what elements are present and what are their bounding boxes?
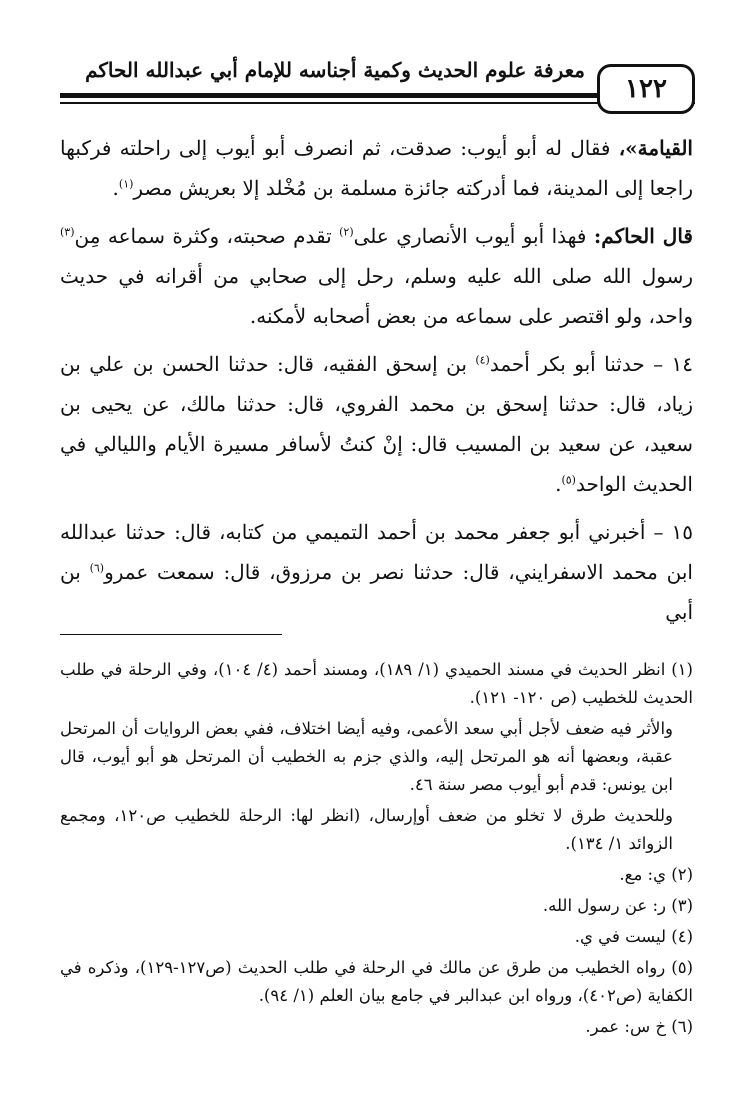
paragraph-text: بن أبي	[60, 560, 693, 624]
footnote-5: (٥) رواه الخطيب من طرق عن مالك في الرحلة في طلب الحديث (ص١٢٧-١٢٩)، وذكره في الكفاية (ص٤٠٢)، ورواه ابن عبدالبر في جامع بيان العلم (١/ ٩٤).	[60, 958, 693, 1005]
paragraph-1	[60, 128, 693, 208]
footnote-1-continuation: وللحديث طرق لا تخلو من ضعف أوإرسال، (انظر لها: الرحلة للخطيب ص١٢٠، ومجمع الزوائد ١/ ١٣٤).	[60, 806, 673, 853]
footnote-3: (٣) ر: عن رسول الله.	[542, 896, 693, 915]
paragraph-text: تقدم صحبته، وكثرة سماعه مِن	[74, 224, 340, 248]
bold-lead: القيامة»،	[618, 136, 693, 160]
paragraph-text: بن إسحق الفقيه، قال: حدثنا الحسن بن علي بن زياد، قال: حدثنا إسحق بن محمد الفروي، قال: حدثنا مالك، عن يحيى بن سعيد، عن سعيد بن المسيب قال: إنْ كنتُ لأسافر مسيرة الأيام والليالي في الحديث الواحد	[60, 352, 693, 496]
paragraph-end: .	[555, 472, 562, 496]
footnote-marker: (٢)	[339, 225, 354, 239]
footnote-6: (٦) خ س: عمر.	[585, 1017, 693, 1036]
page-number-text: ١٢٢	[625, 74, 667, 104]
footnote-2: (٢) ي: مع.	[619, 865, 693, 884]
footnote-separator	[60, 634, 282, 635]
paragraph-text: ١٤ – حدثنا أبو بكر أحمد	[489, 352, 693, 376]
paragraph-2	[60, 216, 693, 336]
footnote-marker: (١)	[118, 177, 134, 191]
footnote-marker: (٥)	[561, 473, 576, 487]
paragraph-end: .	[112, 176, 119, 200]
paragraph-4	[60, 512, 693, 632]
footnote-marker: (٤)	[475, 353, 490, 367]
paragraph-text: فهذا أبو أيوب الأنصاري على	[353, 224, 594, 248]
footnote-1-continuation: والأثر فيه ضعف لأجل أبي سعد الأعمى، وفيه أيضا اختلاف، ففي بعض الروايات أن المرتحل عقبة، وبعضها أنه هو المرتحل إليه، والذي جزم به الخطيب أن المرتحل هو أبو أيوب، قال ابن يونس: قدم أبو أيوب مصر سنة ٤٦.	[60, 719, 673, 794]
main-text	[60, 128, 693, 640]
running-header-title: معرفة علوم الحديث وكمية أجناسه للإمام أبي عبدالله الحاكم	[85, 58, 585, 82]
footnote-marker: (٦)	[89, 561, 105, 575]
paragraph-text: فقال له أبو أيوب: صدقت، ثم انصرف أبو أيوب إلى راحلته فركبها راجعا إلى المدينة، فما أدركته جائزة مسلمة بن مُخْلد إلا بعريش مصر	[60, 136, 693, 200]
page-number	[597, 64, 695, 114]
footnote-4: (٤) ليست في ي.	[574, 927, 693, 946]
paragraph-3	[60, 344, 693, 504]
paragraph-text: رسول الله صلى الله عليه وسلم، رحل إلى صحابي من أقرانه في حديث واحد، ولو اقتصر على سماعه من بعض أصحابه لأمكنه.	[60, 264, 693, 328]
footnotes	[60, 656, 693, 1044]
footnote-1: (١) انظر الحديث في مسند الحميدي (١/ ١٨٩)، ومسند أحمد (٤/ ١٠٤)، وفي الرحلة في طلب الحديث للخطيب (ص ١٢٠- ١٢١).	[60, 660, 693, 707]
footnote-marker: (٣)	[60, 225, 75, 239]
bold-lead: قال الحاكم:	[593, 224, 693, 248]
paragraph-text: ١٥ – أخبرني أبو جعفر محمد بن أحمد التميمي من كتابه، قال: حدثنا عبدالله ابن محمد الاسفرايني، قال: حدثنا نصر بن مرزوق، قال: سمعت عمرو	[60, 520, 693, 584]
